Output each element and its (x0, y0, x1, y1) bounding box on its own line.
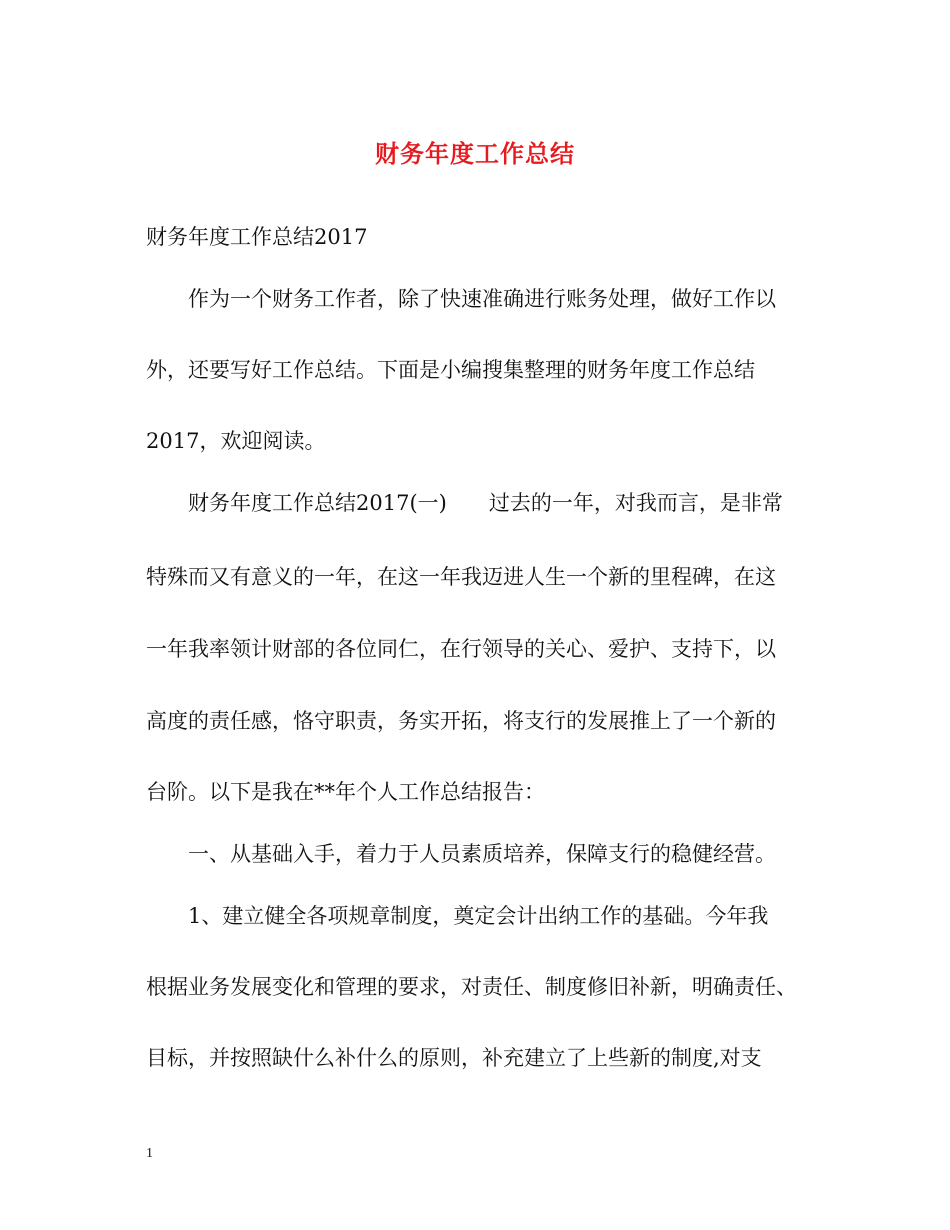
paragraph-line: 高度的责任感，恪守职责，务实开拓，将支行的发展推上了一个新的 (146, 709, 776, 733)
section-heading-line: 一、从基础入手，着力于人员素质培养，保障支行的稳健经营。 (188, 842, 776, 866)
paragraph-line: 台阶。以下是我在**年个人工作总结报告： (146, 780, 545, 804)
paragraph-line: 外，还要写好工作总结。下面是小编搜集整理的财务年度工作总结 (146, 358, 755, 382)
subtitle-line: 财务年度工作总结2017 (146, 225, 368, 249)
paragraph-line: 根据业务发展变化和管理的要求，对责任、制度修旧补新，明确责任、 (146, 975, 797, 999)
page-number: 1 (146, 1146, 153, 1161)
paragraph-line: 财务年度工作总结2017(一) 过去的一年，对我而言，是非常 (188, 491, 783, 515)
paragraph-line: 作为一个财务工作者，除了快速准确进行账务处理，做好工作以 (188, 287, 776, 311)
document-title: 财务年度工作总结 (375, 139, 575, 168)
paragraph-line: 1、建立健全各项规章制度，奠定会计出纳工作的基础。今年我 (188, 904, 769, 928)
paragraph-line: 目标，并按照缺什么补什么的原则，补充建立了上些新的制度,对支 (146, 1046, 762, 1070)
paragraph-line: 特殊而又有意义的一年，在这一年我迈进人生一个新的里程碑，在这 (146, 565, 776, 589)
paragraph-line: 一年我率领计财部的各位同仁，在行领导的关心、爱护、支持下，以 (146, 637, 776, 661)
paragraph-line: 2017，欢迎阅读。 (146, 429, 326, 453)
